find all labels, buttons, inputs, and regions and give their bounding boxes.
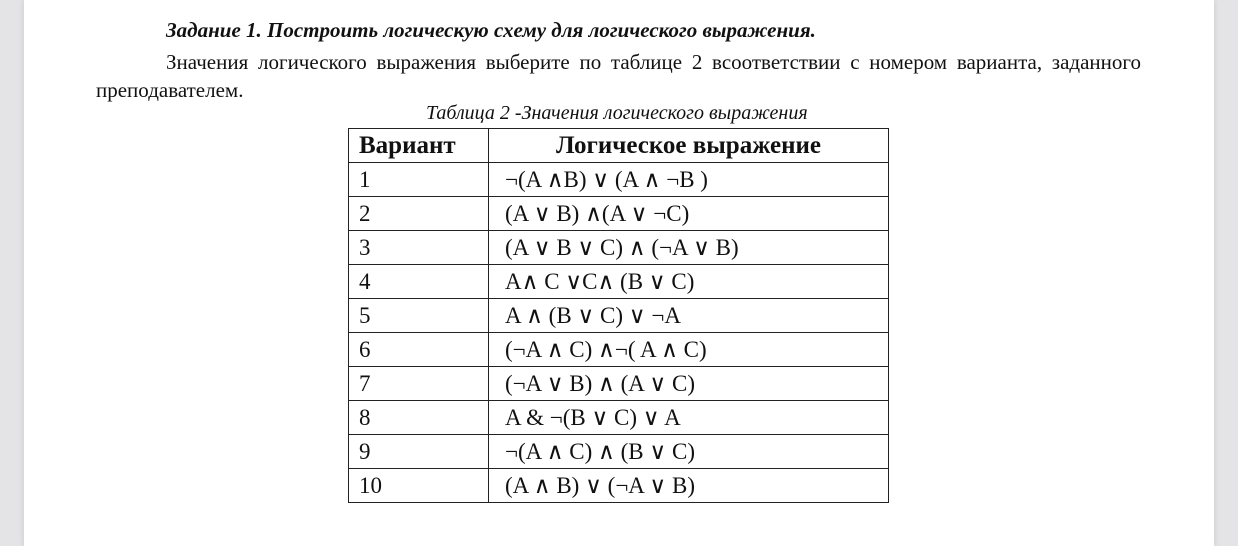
variant-cell: 7 [349,367,489,401]
variant-cell: 10 [349,469,489,503]
table-row [349,401,889,435]
table-row [349,231,889,265]
table-row [349,299,889,333]
variant-cell: 4 [349,265,489,299]
expression-cell: ¬(A ∧B) ∨ (A ∧ ¬B ) [489,163,889,197]
expression-table [348,128,889,503]
expression-cell: A & ¬(B ∨ C) ∨ A [489,401,889,435]
expression-cell: A ∧ (B ∨ C) ∨ ¬A [489,299,889,333]
variant-cell: 5 [349,299,489,333]
table-header-row [349,129,889,163]
expression-cell: (¬A ∧ C) ∧¬( A ∧ C) [489,333,889,367]
variant-cell: 3 [349,231,489,265]
expression-cell: (A ∧ B) ∨ (¬A ∨ B) [489,469,889,503]
variant-cell: 6 [349,333,489,367]
expression-cell: A∧ C ∨C∧ (B ∨ C) [489,265,889,299]
expression-cell: (A ∨ B) ∧(A ∨ ¬C) [489,197,889,231]
table-row [349,265,889,299]
table-row [349,163,889,197]
document-page [24,0,1214,546]
task-title: Задание 1. Построить логическую схему для логического выражения. [166,18,816,42]
expression-cell: (¬A ∨ B) ∧ (A ∨ C) [489,367,889,401]
header-expression: Логическое выражение [489,129,889,163]
variant-cell: 8 [349,401,489,435]
header-variant: Вариант [349,129,489,163]
task-paragraph: Значения логического выражения выберите по таблице 2 всоответствии с номером варианта, заданного преподавателем. [96,50,1141,102]
table-caption: Таблица 2 -Значения логического выражения [426,102,808,124]
table-row [349,469,889,503]
expression-cell: ¬(A ∧ C) ∧ (B ∨ C) [489,435,889,469]
table-row [349,197,889,231]
table-row [349,367,889,401]
table-row [349,333,889,367]
variant-cell: 1 [349,163,489,197]
variant-cell: 9 [349,435,489,469]
expression-cell: (A ∨ B ∨ C) ∧ (¬A ∨ B) [489,231,889,265]
variant-cell: 2 [349,197,489,231]
table-row [349,435,889,469]
